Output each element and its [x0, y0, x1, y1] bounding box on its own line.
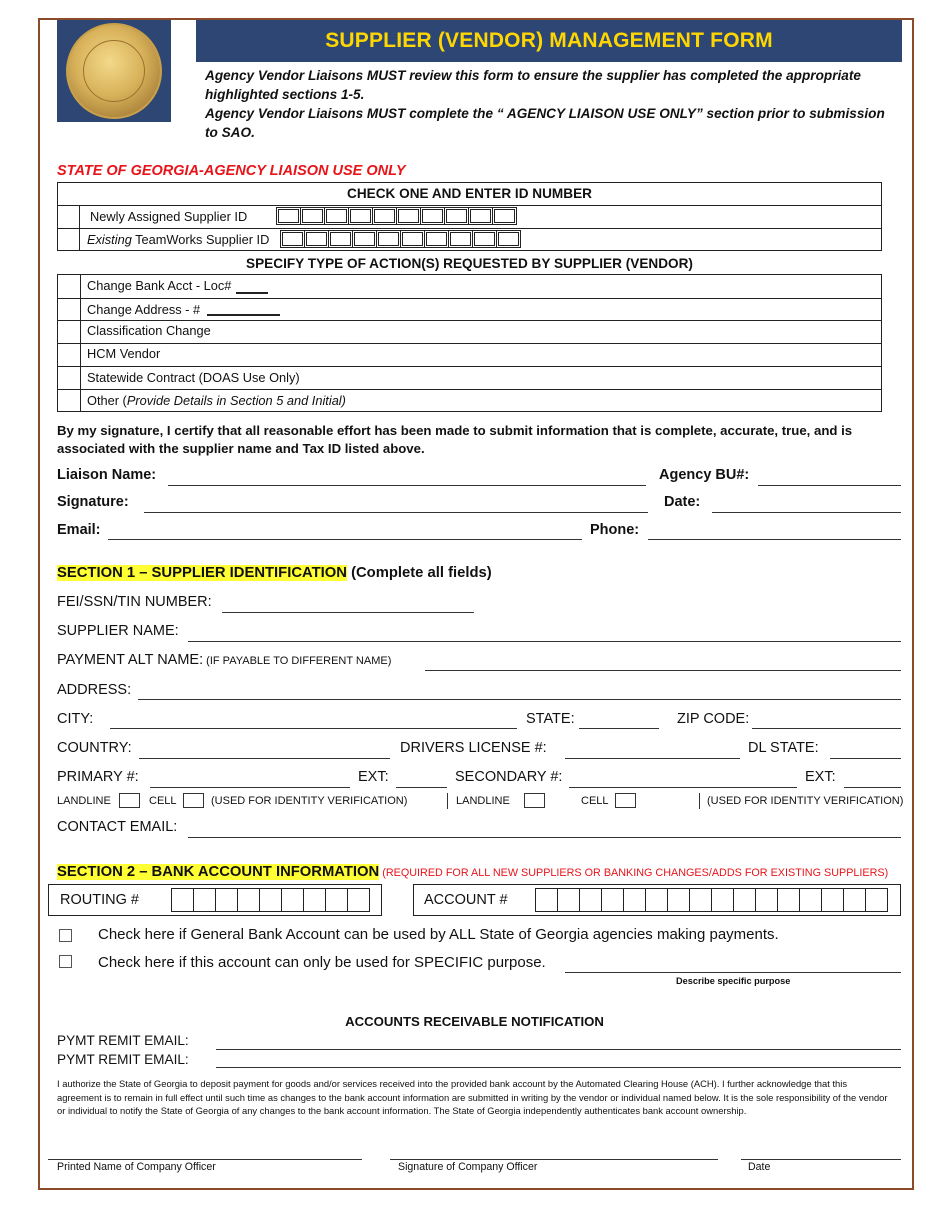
zip-label: ZIP CODE:	[677, 711, 750, 727]
change-bank-label: Change Bank Acct - Loc#	[87, 278, 232, 293]
email-label: Email:	[57, 522, 101, 538]
drivers-license-field[interactable]	[565, 758, 740, 759]
supplier-name-label: SUPPLIER NAME:	[57, 623, 179, 639]
describe-purpose-caption: Describe specific purpose	[676, 976, 791, 986]
liaison-name-field[interactable]	[168, 485, 646, 486]
country-field[interactable]	[139, 758, 390, 759]
date-field[interactable]	[712, 512, 901, 513]
existing-id-cells[interactable]	[280, 230, 520, 248]
agency-bu-label: Agency BU#:	[659, 467, 750, 483]
secondary-identity-note: (USED FOR IDENTITY VERIFICATION)	[707, 795, 904, 807]
hcm-vendor-label: HCM Vendor	[87, 346, 161, 361]
signature-label: Signature:	[57, 494, 129, 510]
specify-action-heading: SPECIFY TYPE OF ACTION(S) REQUESTED BY SUPPLIER (VENDOR)	[246, 256, 693, 271]
contact-email-label: CONTACT EMAIL:	[57, 819, 178, 835]
officer-signature-line[interactable]	[390, 1159, 718, 1160]
primary-landline-label: LANDLINE	[57, 795, 111, 807]
secondary-field[interactable]	[569, 787, 797, 788]
secondary-landline-checkbox[interactable]	[524, 793, 545, 808]
classification-label: Classification Change	[87, 323, 211, 338]
newly-assigned-checkbox[interactable]	[58, 205, 80, 228]
printed-name-caption: Printed Name of Company Officer	[57, 1161, 216, 1173]
existing-id-label: Existing TeamWorks Supplier ID	[87, 232, 270, 247]
general-account-checkbox[interactable]	[59, 929, 72, 942]
city-label: CITY:	[57, 711, 94, 727]
section-2-heading: SECTION 2 – BANK ACCOUNT INFORMATION (REQUIRED FOR ALL NEW SUPPLIERS OR BANKING CHANGES/ADDS FOR EXISTING SUPPLIERS)	[57, 864, 889, 880]
state-field[interactable]	[579, 728, 659, 729]
date-label: Date:	[664, 494, 701, 510]
other-checkbox[interactable]	[58, 389, 80, 411]
signature-field[interactable]	[144, 512, 648, 513]
secondary-ext-label: EXT:	[805, 769, 836, 785]
other-label: Other (Provide Details in Section 5 and Initial)	[87, 393, 346, 408]
remit-email-label-1: PYMT REMIT EMAIL:	[57, 1033, 189, 1048]
secondary-cell-checkbox[interactable]	[615, 793, 636, 808]
primary-label: PRIMARY #:	[57, 769, 139, 785]
address-number-field[interactable]	[207, 314, 280, 316]
check-one-heading: CHECK ONE AND ENTER ID NUMBER	[347, 186, 592, 201]
primary-ext-field[interactable]	[396, 787, 447, 788]
action-table	[57, 274, 882, 412]
newly-assigned-label: Newly Assigned Supplier ID	[90, 209, 248, 224]
liaison-heading: STATE OF GEORGIA-AGENCY LIAISON USE ONLY	[57, 163, 406, 179]
primary-identity-note: (USED FOR IDENTITY VERIFICATION)	[211, 795, 408, 807]
specific-purpose-checkbox[interactable]	[59, 955, 72, 968]
statewide-contract-checkbox[interactable]	[58, 366, 80, 389]
phone-label: Phone:	[590, 522, 640, 538]
change-bank-checkbox[interactable]	[58, 275, 80, 298]
primary-cell-checkbox[interactable]	[183, 793, 204, 808]
phone-field[interactable]	[648, 539, 901, 540]
routing-label: ROUTING #	[60, 892, 139, 908]
id-number-table	[57, 182, 882, 251]
agency-bu-field[interactable]	[758, 485, 901, 486]
address-label: ADDRESS:	[57, 682, 132, 698]
remit-email-field-1[interactable]	[216, 1049, 901, 1050]
classification-checkbox[interactable]	[58, 320, 80, 343]
form-title: SUPPLIER (VENDOR) MANAGEMENT FORM	[196, 20, 902, 62]
drivers-license-label: DRIVERS LICENSE #:	[400, 740, 547, 756]
ar-notification-heading: ACCOUNTS RECEIVABLE NOTIFICATION	[345, 1014, 604, 1029]
contact-email-field[interactable]	[188, 837, 901, 838]
certify-statement: By my signature, I certify that all reasonable effort has been made to submit information that is complete, accurate, true, and is associated with the supplier name and Tax ID listed above.	[57, 423, 853, 456]
hcm-vendor-checkbox[interactable]	[58, 343, 80, 366]
remit-email-field-2[interactable]	[216, 1067, 901, 1068]
secondary-landline-label: LANDLINE	[456, 795, 510, 807]
primary-ext-label: EXT:	[358, 769, 389, 785]
section-1-heading: SECTION 1 – SUPPLIER IDENTIFICATION (Complete all fields)	[57, 565, 492, 581]
specific-purpose-field[interactable]	[565, 972, 901, 973]
liaison-name-label: Liaison Name:	[57, 467, 157, 483]
signature-date-caption: Date	[748, 1161, 771, 1173]
officer-signature-caption: Signature of Company Officer	[398, 1161, 538, 1173]
georgia-seal-logo	[57, 20, 171, 122]
loc-number-field[interactable]	[236, 292, 268, 294]
fei-label: FEI/SSN/TIN NUMBER:	[57, 594, 212, 610]
specific-purpose-label: Check here if this account can only be used for SPECIFIC purpose.	[98, 954, 546, 971]
routing-number-cells[interactable]	[171, 888, 369, 912]
country-label: COUNTRY:	[57, 740, 132, 756]
secondary-label: SECONDARY #:	[455, 769, 563, 785]
change-address-checkbox[interactable]	[58, 298, 80, 320]
city-field[interactable]	[110, 728, 517, 729]
dl-state-field[interactable]	[830, 758, 901, 759]
primary-cell-label: CELL	[149, 795, 177, 807]
divider	[699, 793, 700, 809]
existing-id-checkbox[interactable]	[58, 228, 80, 251]
state-label: STATE:	[526, 711, 575, 727]
address-field[interactable]	[138, 699, 901, 700]
printed-name-line[interactable]	[48, 1159, 362, 1160]
secondary-ext-field[interactable]	[844, 787, 901, 788]
intro-text	[205, 66, 900, 142]
secondary-cell-label: CELL	[581, 795, 609, 807]
email-field[interactable]	[108, 539, 582, 540]
divider	[447, 793, 448, 809]
primary-landline-checkbox[interactable]	[119, 793, 140, 808]
intro-line-1: Agency Vendor Liaisons MUST review this form to ensure the supplier has completed the appropriate highlighted sections 1-5.	[205, 68, 861, 102]
payment-alt-field[interactable]	[425, 670, 901, 671]
fei-field[interactable]	[222, 612, 474, 613]
account-number-cells[interactable]	[535, 888, 887, 912]
supplier-name-field[interactable]	[188, 641, 901, 642]
remit-email-label-2: PYMT REMIT EMAIL:	[57, 1052, 189, 1067]
payment-alt-label: PAYMENT ALT NAME: (IF PAYABLE TO DIFFERENT NAME)	[57, 652, 392, 668]
general-account-label: Check here if General Bank Account can be used by ALL State of Georgia agencies making payments.	[98, 926, 779, 943]
ach-authorization-text: I authorize the State of Georgia to deposit payment for goods and/or services received into the provided bank account by the Automated Clearing House (ACH). I further acknowledge that this agreement is to remain in full effect until such time as changes to the bank account information are submitted in writing by the vendor or individual named below. It is the sole responsibility of the vendor or individual to notify the State of Georgia of any changes to the bank account information. The State of Georgia independently authenticates bank account ownership.	[57, 1078, 888, 1116]
intro-line-2: Agency Vendor Liaisons MUST complete the “ AGENCY LIAISON USE ONLY” section prior to submission to SAO.	[205, 106, 885, 140]
account-label: ACCOUNT #	[424, 892, 508, 908]
newly-assigned-id-cells[interactable]	[276, 207, 516, 225]
change-address-label: Change Address - #	[87, 302, 201, 317]
statewide-contract-label: Statewide Contract (DOAS Use Only)	[87, 370, 300, 385]
primary-field[interactable]	[150, 787, 350, 788]
dl-state-label: DL STATE:	[748, 740, 819, 756]
zip-field[interactable]	[752, 728, 901, 729]
signature-date-line[interactable]	[741, 1159, 901, 1160]
